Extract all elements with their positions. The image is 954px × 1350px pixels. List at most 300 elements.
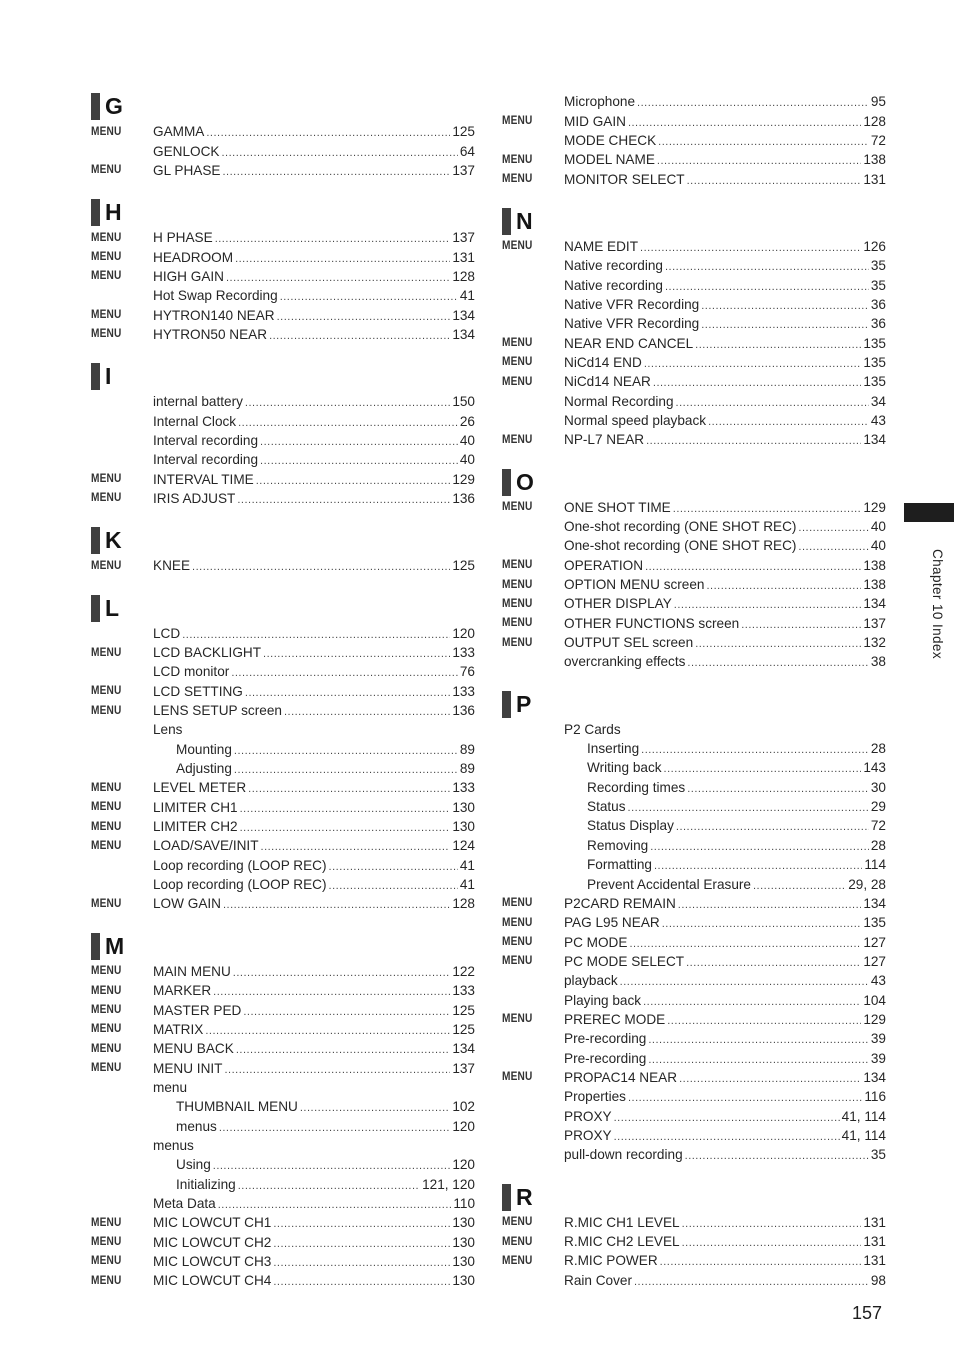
dot-leader — [637, 97, 869, 109]
entry-page-number: 124 — [452, 838, 475, 854]
entry-page-number: 134 — [863, 432, 886, 448]
entry-label: LIMITER CH1 — [153, 799, 238, 815]
page-number: 157 — [852, 1303, 883, 1323]
index-entry — [502, 1029, 886, 1048]
entry-label: IRIS ADJUST — [153, 490, 236, 506]
menu-tag: MENU — [91, 1216, 122, 1229]
entry-label: MIC LOWCUT CH2 — [153, 1234, 272, 1250]
index-entry — [91, 489, 475, 508]
menu-tag: MENU — [502, 356, 533, 369]
entry-label: MIC LOWCUT CH3 — [153, 1253, 272, 1269]
dot-leader — [628, 802, 869, 814]
index-entry — [91, 1116, 475, 1135]
index-entry — [502, 1126, 886, 1145]
index-entry — [502, 256, 886, 275]
menu-tag: MENU — [502, 501, 533, 514]
entry-label: OPTION MENU screen — [564, 577, 705, 593]
entry-label: Normal speed playback — [564, 412, 707, 428]
index-entry — [502, 913, 886, 932]
index-entry — [502, 990, 886, 1009]
dot-leader — [280, 291, 458, 303]
entry-page-number: 98 — [870, 1272, 886, 1288]
dot-leader — [223, 166, 451, 178]
entry-label: Lens — [153, 722, 183, 738]
entry-page-number: 72 — [870, 818, 886, 834]
entry-page-number: 76 — [459, 664, 475, 680]
index-entry — [91, 1078, 475, 1097]
menu-tag: MENU — [502, 936, 533, 949]
dot-leader — [243, 1006, 450, 1018]
entry-page-number: 39 — [870, 1031, 886, 1047]
entry-label: Pre-recording — [564, 1031, 647, 1047]
entry-page-number: 128 — [452, 268, 475, 284]
index-section — [502, 1183, 886, 1290]
entry-page-number: 40 — [870, 519, 886, 535]
index-entry — [91, 759, 475, 778]
entry-label: MONITOR SELECT — [564, 171, 685, 187]
menu-tag: MENU — [91, 897, 122, 910]
dot-leader — [645, 561, 861, 573]
dot-leader — [657, 155, 861, 167]
entry-page-number: 126 — [863, 238, 886, 254]
index-entry — [91, 682, 475, 701]
index-entry — [502, 169, 886, 188]
entry-page-number: 133 — [452, 683, 475, 699]
entry-label: PC MODE — [564, 934, 628, 950]
entry-label: MID GAIN — [564, 113, 626, 129]
entry-label: Native recording — [564, 258, 663, 274]
index-entry — [91, 305, 475, 324]
dot-leader — [237, 494, 450, 506]
menu-tag: MENU — [91, 965, 122, 978]
entry-page-number: 39 — [870, 1050, 886, 1066]
entry-label: NP-L7 NEAR — [564, 432, 645, 448]
index-entry — [91, 1252, 475, 1271]
menu-tag: MENU — [91, 1274, 122, 1287]
entry-label: LENS SETUP screen — [153, 703, 282, 719]
entry-label: INTERVAL TIME — [153, 471, 254, 487]
menu-tag: MENU — [91, 270, 122, 283]
dot-leader — [701, 319, 869, 331]
index-entry — [502, 314, 886, 333]
index-entry — [502, 295, 886, 314]
index-entry — [502, 816, 886, 835]
dot-leader — [660, 1256, 862, 1268]
index-entry — [91, 1232, 475, 1251]
index-entry — [91, 392, 475, 411]
index-entry — [502, 1048, 886, 1067]
dot-leader — [206, 127, 450, 139]
entry-page-number: 36 — [870, 316, 886, 332]
entry-page-number: 35 — [870, 258, 886, 274]
entry-page-number: 110 — [453, 1195, 475, 1211]
dot-leader — [687, 175, 862, 187]
entry-page-number: 28 — [870, 741, 886, 757]
menu-tag: MENU — [502, 153, 533, 166]
dot-leader — [664, 763, 862, 775]
dot-leader — [648, 1054, 869, 1066]
dot-leader — [614, 1131, 840, 1143]
entry-page-number: 138 — [863, 577, 886, 593]
index-entry — [502, 874, 886, 893]
dot-leader — [673, 503, 862, 515]
entry-page-number: 102 — [452, 1099, 475, 1115]
dot-leader — [650, 841, 869, 853]
section-letter: I — [105, 363, 112, 390]
entry-label: Hot Swap Recording — [153, 288, 278, 304]
index-entry — [91, 469, 475, 488]
dot-leader — [234, 764, 458, 776]
entry-page-number: 125 — [452, 558, 475, 574]
section-heading — [502, 468, 886, 497]
entry-label: menu — [153, 1079, 188, 1095]
entry-page-number: 128 — [863, 113, 886, 129]
entry-label: PC MODE SELECT — [564, 953, 685, 969]
entry-label: Normal Recording — [564, 393, 674, 409]
index-entry — [91, 141, 475, 160]
index-entry — [502, 237, 886, 256]
index-entry — [91, 856, 475, 875]
entry-page-number: 116 — [864, 1089, 886, 1105]
entry-page-number: 138 — [863, 152, 886, 168]
dot-leader — [235, 253, 450, 265]
section-bar-marker — [91, 933, 100, 960]
entry-page-number: 72 — [870, 132, 886, 148]
index-entry — [91, 1136, 475, 1155]
entry-label: OTHER DISPLAY — [564, 596, 672, 612]
section-letter: K — [105, 527, 122, 554]
dot-leader — [277, 311, 451, 323]
entry-page-number: 130 — [452, 1215, 475, 1231]
entry-label: menus — [153, 1137, 194, 1153]
entry-label: Using — [176, 1157, 211, 1173]
entry-label: HIGH GAIN — [153, 268, 224, 284]
entry-label: OPERATION — [564, 557, 644, 573]
entry-label: R.MIC CH1 LEVEL — [564, 1214, 680, 1230]
menu-tag: MENU — [91, 309, 122, 322]
entry-label: MASTER PED — [153, 1002, 242, 1018]
index-entry — [502, 720, 886, 739]
index-entry — [91, 411, 475, 430]
dot-leader — [213, 986, 450, 998]
entry-page-number: 125 — [452, 1002, 475, 1018]
menu-tag: MENU — [91, 251, 122, 264]
index-entry — [91, 875, 475, 894]
entry-page-number: 135 — [863, 354, 886, 370]
index-entry — [91, 431, 475, 450]
entry-label: LCD SETTING — [153, 683, 243, 699]
entry-page-number: 43 — [870, 973, 886, 989]
index-entry — [502, 333, 886, 352]
index-entry — [91, 894, 475, 913]
dot-leader — [238, 417, 458, 429]
entry-page-number: 26 — [459, 413, 475, 429]
index-entry — [502, 498, 886, 517]
entry-label: LOAD/SAVE/INIT — [153, 838, 259, 854]
index-entry — [91, 643, 475, 662]
entry-page-number: 134 — [863, 895, 886, 911]
dot-leader — [798, 522, 868, 534]
entry-label: PREREC MODE — [564, 1011, 666, 1027]
entry-page-number: 28 — [870, 837, 886, 853]
index-entry — [502, 1010, 886, 1029]
index-entry — [502, 633, 886, 652]
entry-page-number: 129 — [863, 1011, 886, 1027]
index-entry — [502, 778, 886, 797]
entry-page-number: 133 — [452, 983, 475, 999]
entry-label: HYTRON140 NEAR — [153, 307, 275, 323]
entry-page-number: 150 — [452, 394, 475, 410]
index-entry — [502, 1213, 886, 1232]
index-entry — [502, 594, 886, 613]
index-entry — [502, 797, 886, 816]
entry-label: Rain Cover — [564, 1272, 632, 1288]
menu-tag: MENU — [91, 559, 122, 572]
index-section — [91, 362, 475, 508]
entry-label: OUTPUT SEL screen — [564, 635, 694, 651]
menu-tag: MENU — [502, 1235, 533, 1248]
entry-page-number: 136 — [452, 703, 475, 719]
dot-leader — [641, 744, 869, 756]
entry-label: pull-down recording — [564, 1147, 683, 1163]
menu-tag: MENU — [91, 984, 122, 997]
dot-leader — [646, 435, 861, 447]
entry-page-number: 89 — [459, 761, 475, 777]
section-letter: M — [105, 932, 125, 959]
entry-page-number: 125 — [452, 1021, 475, 1037]
menu-tag: MENU — [502, 559, 533, 572]
dot-leader — [653, 377, 861, 389]
index-section — [91, 932, 475, 1291]
entry-label: Interval recording — [153, 432, 259, 448]
dot-leader — [634, 1276, 869, 1288]
entry-page-number: 121, 120 — [422, 1176, 475, 1192]
index-entry — [502, 894, 886, 913]
section-bar-marker — [91, 527, 100, 554]
menu-tag: MENU — [502, 173, 533, 186]
menu-tag: MENU — [502, 115, 533, 128]
index-entry — [502, 111, 886, 130]
dot-leader — [269, 330, 450, 342]
entry-label: LCD monitor — [153, 664, 230, 680]
index-entry — [502, 971, 886, 990]
dot-leader — [654, 860, 862, 872]
entry-page-number: 130 — [452, 819, 475, 835]
dot-leader — [798, 541, 868, 553]
entry-page-number: 95 — [870, 94, 886, 110]
entry-label: MODEL NAME — [564, 152, 655, 168]
entry-label: Mounting — [176, 741, 232, 757]
index-entry — [91, 817, 475, 836]
index-entry — [502, 952, 886, 971]
entry-page-number: 143 — [863, 760, 886, 776]
index-entry — [502, 517, 886, 536]
section-letter: P — [516, 690, 532, 717]
index-entry — [91, 1000, 475, 1019]
dot-leader — [223, 899, 450, 911]
entry-page-number: 135 — [863, 335, 886, 351]
index-entry — [91, 450, 475, 469]
index-entry — [502, 1087, 886, 1106]
dot-leader — [226, 272, 450, 284]
index-entry — [91, 325, 475, 344]
entry-label: Status — [587, 799, 626, 815]
index-section — [91, 92, 475, 180]
entry-label: PAG L95 NEAR — [564, 915, 660, 931]
menu-tag: MENU — [91, 781, 122, 794]
dot-leader — [245, 397, 450, 409]
dot-leader — [682, 1218, 862, 1230]
index-entry — [91, 778, 475, 797]
dot-leader — [182, 629, 450, 641]
menu-tag: MENU — [91, 164, 122, 177]
index-entry — [502, 652, 886, 671]
dot-leader — [676, 821, 869, 833]
entry-page-number: 120 — [452, 625, 475, 641]
dot-leader — [665, 281, 869, 293]
section-heading — [502, 690, 886, 719]
entry-page-number: 64 — [459, 143, 475, 159]
index-entry — [91, 286, 475, 305]
entry-page-number: 41 — [459, 288, 475, 304]
menu-tag: MENU — [502, 617, 533, 630]
section-bar-marker — [91, 595, 100, 622]
entry-label: menus — [176, 1118, 217, 1134]
entry-page-number: 40 — [459, 432, 475, 448]
index-entry — [502, 932, 886, 951]
entry-page-number: 30 — [870, 779, 886, 795]
entry-page-number: 135 — [863, 374, 886, 390]
dot-leader — [205, 1025, 450, 1037]
entry-page-number: 137 — [452, 230, 475, 246]
entry-label: GENLOCK — [153, 143, 220, 159]
section-heading — [502, 1183, 886, 1212]
entry-label: P2 Cards — [564, 721, 621, 737]
index-entry — [502, 1106, 886, 1125]
section-letter: H — [105, 199, 122, 226]
dot-leader — [245, 687, 450, 699]
entry-label: Removing — [587, 837, 649, 853]
dot-leader — [701, 300, 869, 312]
index-entry — [502, 275, 886, 294]
menu-tag: MENU — [91, 492, 122, 505]
entry-page-number: 130 — [452, 1234, 475, 1250]
entry-label: MIC LOWCUT CH4 — [153, 1273, 272, 1289]
index-entry — [502, 353, 886, 372]
dot-leader — [741, 619, 861, 631]
dot-leader — [678, 899, 862, 911]
index-entry — [502, 575, 886, 594]
menu-tag: MENU — [91, 1255, 122, 1268]
entry-page-number: 41 — [459, 857, 475, 873]
index-entry — [91, 228, 475, 247]
entry-label: LOW GAIN — [153, 896, 221, 912]
dot-leader — [695, 339, 861, 351]
entry-label: PROXY — [564, 1108, 612, 1124]
section-heading — [502, 207, 886, 236]
index-entry — [502, 836, 886, 855]
index-entry — [502, 739, 886, 758]
index-entry — [91, 1174, 475, 1193]
entry-label: PROPAC14 NEAR — [564, 1069, 678, 1085]
menu-tag: MENU — [502, 1071, 533, 1084]
dot-leader — [685, 1150, 869, 1162]
dot-leader — [240, 803, 451, 815]
dot-leader — [218, 1199, 452, 1211]
menu-tag: MENU — [91, 473, 122, 486]
dot-leader — [708, 416, 869, 428]
index-entry — [91, 740, 475, 759]
chapter-tab-marker — [904, 503, 954, 522]
menu-tag: MENU — [91, 646, 122, 659]
entry-label: Interval recording — [153, 452, 259, 468]
section-letter: N — [516, 207, 533, 234]
entry-label: P2CARD REMAIN — [564, 895, 676, 911]
index-entry — [91, 556, 475, 575]
index-entry — [502, 92, 886, 111]
dot-leader — [707, 580, 862, 592]
entry-page-number: 130 — [452, 1253, 475, 1269]
index-section — [91, 526, 475, 575]
index-entry — [91, 701, 475, 720]
dot-leader — [273, 1257, 450, 1269]
index-entry — [91, 1039, 475, 1058]
entry-page-number: 114 — [864, 857, 886, 873]
entry-page-number: 122 — [452, 963, 475, 979]
dot-leader — [284, 706, 450, 718]
dot-leader — [215, 233, 451, 245]
dot-leader — [643, 996, 861, 1008]
entry-label: MENU BACK — [153, 1041, 234, 1057]
index-entry — [502, 614, 886, 633]
dot-leader — [695, 638, 861, 650]
menu-tag: MENU — [502, 240, 533, 253]
section-letter: R — [516, 1183, 533, 1210]
entry-page-number: 40 — [870, 538, 886, 554]
entry-page-number: 41 — [459, 877, 475, 893]
section-heading — [91, 932, 475, 961]
entry-page-number: 136 — [452, 490, 475, 506]
index-section — [502, 92, 886, 189]
dot-leader — [329, 880, 458, 892]
entry-label: R.MIC POWER — [564, 1253, 658, 1269]
entry-label: Recording times — [587, 779, 686, 795]
entry-label: NAME EDIT — [564, 238, 639, 254]
entry-label: Status Display — [587, 818, 674, 834]
dot-leader — [676, 397, 869, 409]
index-entry — [502, 411, 886, 430]
menu-tag: MENU — [502, 433, 533, 446]
entry-page-number: 131 — [863, 171, 886, 187]
entry-page-number: 137 — [452, 1060, 475, 1076]
entry-label: LEVEL METER — [153, 780, 247, 796]
entry-page-number: 131 — [452, 249, 475, 265]
dot-leader — [628, 117, 861, 129]
index-entry — [502, 855, 886, 874]
dot-leader — [674, 599, 862, 611]
section-heading — [91, 594, 475, 623]
entry-page-number: 134 — [863, 596, 886, 612]
dot-leader — [665, 261, 869, 273]
dot-leader — [628, 1092, 862, 1104]
dot-leader — [658, 136, 869, 148]
entry-page-number: 130 — [452, 1273, 475, 1289]
dot-leader — [662, 918, 862, 930]
entry-label: ONE SHOT TIME — [564, 499, 671, 515]
index-entry — [502, 372, 886, 391]
dot-leader — [687, 783, 869, 795]
entry-label: MARKER — [153, 983, 212, 999]
